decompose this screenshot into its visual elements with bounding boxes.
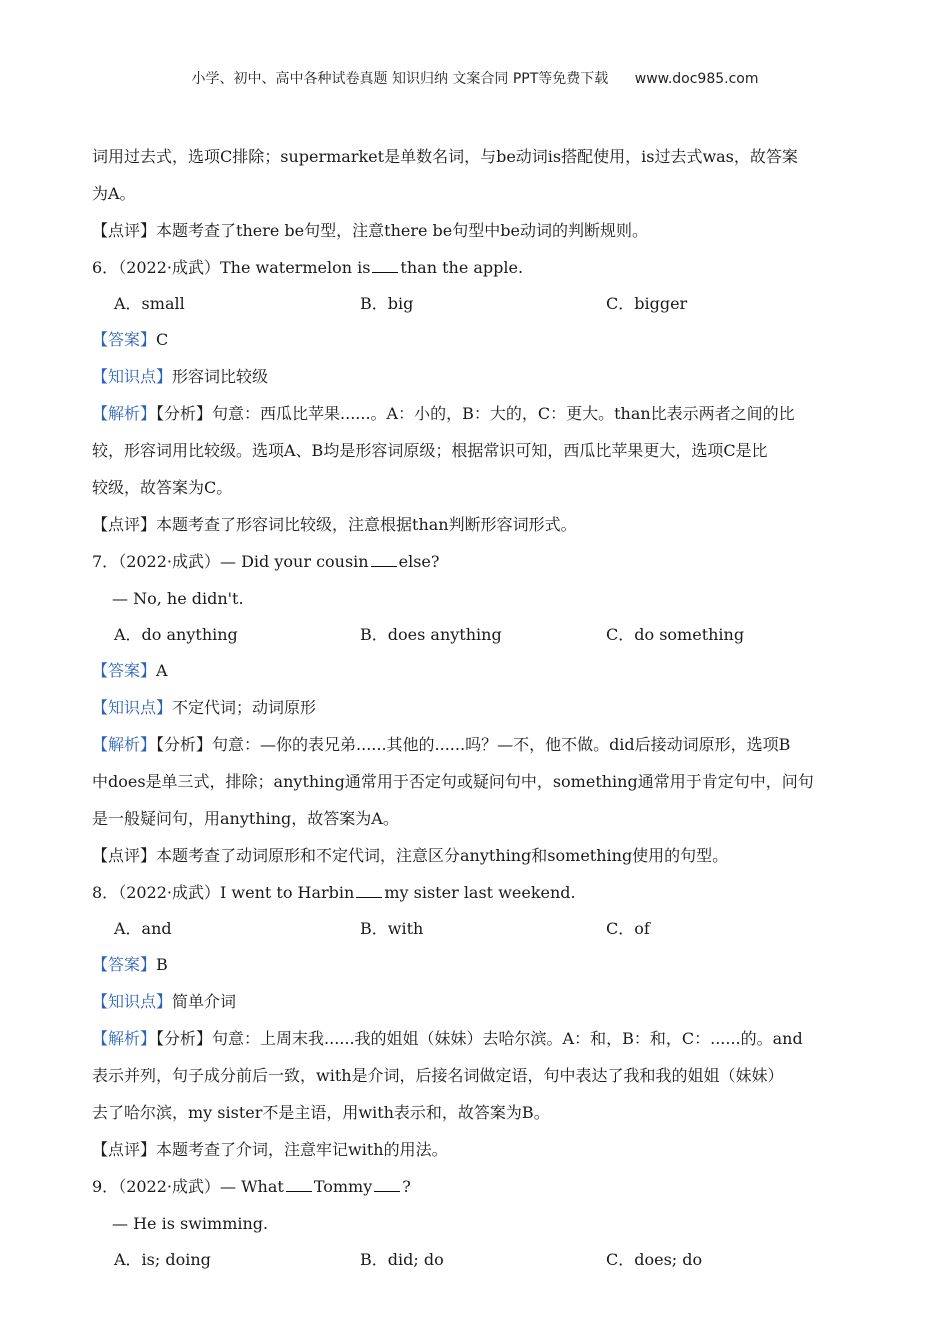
page-header xyxy=(0,68,950,88)
answer-blank xyxy=(374,1179,400,1192)
header-url[interactable]: www.doc985.com xyxy=(634,71,759,87)
question-7-answer xyxy=(92,652,852,689)
option-c: C．does; do xyxy=(606,1250,703,1269)
fenxi-label: 【分析】 xyxy=(156,735,213,754)
intro-comment xyxy=(92,212,852,249)
question-7-options xyxy=(92,617,852,652)
comment-label: 【点评】 xyxy=(92,846,157,865)
question-8-options xyxy=(92,911,852,946)
comment-label: 【点评】 xyxy=(92,221,157,240)
question-number: 7． xyxy=(92,552,119,571)
analysis-line-3: 较级，故答案为C。 xyxy=(92,478,233,497)
stem-part-b: my sister last weekend. xyxy=(384,883,576,902)
question-number: 6． xyxy=(92,258,119,277)
question-6-analysis xyxy=(92,395,852,506)
analysis-text: 句意：上周末我......我的姐姐（妹妹）去哈尔滨。A：和，B：和，C：......的。and xyxy=(212,1029,803,1048)
question-8-knowledge xyxy=(92,983,852,1020)
analysis-label: 【解析】 xyxy=(92,404,157,423)
question-source: （2022·成武） xyxy=(118,883,220,902)
question-number: 9． xyxy=(92,1177,119,1196)
comment-text: 本题考查了动词原形和不定代词，注意区分anything和something使用的句型。 xyxy=(156,846,729,865)
stem-part-mid: Tommy xyxy=(313,1177,373,1196)
question-6-stem xyxy=(92,249,852,286)
fenxi-label: 【分析】 xyxy=(156,404,213,423)
analysis-text: 句意：—你的表兄弟......其他的......吗？—不，他不做。did后接动词原形，选项B xyxy=(212,735,791,754)
answer-label: 【答案】 xyxy=(92,330,157,349)
stem-part-a: The watermelon is xyxy=(220,258,371,277)
comment-text: 本题考查了介词，注意牢记with的用法。 xyxy=(156,1140,448,1159)
answer-blank xyxy=(371,554,397,567)
question-8-analysis xyxy=(92,1020,852,1131)
stem-part-a: I went to Harbin xyxy=(220,883,355,902)
answer-blank xyxy=(356,885,382,898)
question-6-options xyxy=(92,286,852,321)
answer-label: 【答案】 xyxy=(92,955,157,974)
analysis-line-1 xyxy=(92,395,852,432)
option-c: C．bigger xyxy=(606,294,688,313)
question-9-options xyxy=(92,1242,852,1277)
comment-label: 【点评】 xyxy=(92,1140,157,1159)
option-b: B．with xyxy=(360,919,424,938)
intro-paragraph xyxy=(92,138,852,212)
option-b: B．does anything xyxy=(360,625,502,644)
document-body xyxy=(92,138,852,1277)
stem-part-b: ? xyxy=(402,1177,411,1196)
question-7-comment xyxy=(92,837,852,874)
knowledge-value: 形容词比较级 xyxy=(172,367,269,386)
question-number: 8． xyxy=(92,883,119,902)
answer-value: C xyxy=(156,330,169,349)
intro-line-2: 为A。 xyxy=(92,184,136,203)
knowledge-label: 【知识点】 xyxy=(92,367,173,386)
stem-part-a: — Did your cousin xyxy=(220,552,369,571)
analysis-line-1 xyxy=(92,1020,852,1057)
analysis-text: 句意：西瓜比苹果......。A：小的，B：大的，C：更大。than比表示两者之间的比 xyxy=(212,404,795,423)
question-8-stem xyxy=(92,874,852,911)
analysis-line-3: 去了哈尔滨，my sister不是主语，用with表示和，故答案为B。 xyxy=(92,1103,550,1122)
comment-text: 本题考查了there be句型，注意there be句型中be动词的判断规则。 xyxy=(156,221,648,240)
analysis-label: 【解析】 xyxy=(92,735,157,754)
analysis-line-3: 是一般疑问句，用anything，故答案为A。 xyxy=(92,809,399,828)
question-6-knowledge xyxy=(92,358,852,395)
option-b: B．did; do xyxy=(360,1250,444,1269)
option-a: A．is; doing xyxy=(114,1250,211,1269)
stem-part-b: than the apple. xyxy=(400,258,524,277)
question-source: （2022·成武） xyxy=(118,258,220,277)
answer-label: 【答案】 xyxy=(92,661,157,680)
question-7-analysis xyxy=(92,726,852,837)
knowledge-value: 简单介词 xyxy=(172,992,237,1011)
stem-part-a: — What xyxy=(220,1177,284,1196)
question-9-reply: — He is swimming. xyxy=(112,1214,269,1233)
option-b: B．big xyxy=(360,294,414,313)
option-c: C．do something xyxy=(606,625,745,644)
analysis-line-2: 表示并列，句子成分前后一致，with是介词，后接名词做定语，句中表达了我和我的姐姐（妹妹） xyxy=(92,1066,784,1085)
answer-value: B xyxy=(156,955,168,974)
question-source: （2022·成武） xyxy=(118,1177,220,1196)
option-a: A．do anything xyxy=(114,625,238,644)
analysis-label: 【解析】 xyxy=(92,1029,157,1048)
option-c: C．of xyxy=(606,919,650,938)
analysis-line-2: 较，形容词用比较级。选项A、B均是形容词原级；根据常识可知，西瓜比苹果更大，选项C是比 xyxy=(92,441,768,460)
analysis-line-1 xyxy=(92,726,852,763)
comment-text: 本题考查了形容词比较级，注意根据than判断形容词形式。 xyxy=(156,515,577,534)
question-9-stem xyxy=(92,1168,852,1205)
analysis-line-2: 中does是单三式，排除；anything通常用于否定句或疑问句中，something通常用于肯定句中，问句 xyxy=(92,772,814,791)
comment-label: 【点评】 xyxy=(92,515,157,534)
intro-line-1: 词用过去式，选项C排除；supermarket是单数名词，与be动词is搭配使用，is过去式was，故答案 xyxy=(92,147,798,166)
knowledge-label: 【知识点】 xyxy=(92,992,173,1011)
fenxi-label: 【分析】 xyxy=(156,1029,213,1048)
answer-blank xyxy=(286,1179,312,1192)
question-7-reply: — No, he didn't. xyxy=(112,589,244,608)
question-source: （2022·成武） xyxy=(118,552,220,571)
answer-value: A xyxy=(156,661,168,680)
question-8-answer xyxy=(92,946,852,983)
question-6-answer xyxy=(92,321,852,358)
question-7-knowledge xyxy=(92,689,852,726)
knowledge-label: 【知识点】 xyxy=(92,698,173,717)
stem-part-b: else? xyxy=(398,552,440,571)
question-7-stem xyxy=(92,543,852,580)
option-a: A．small xyxy=(114,294,185,313)
option-a: A．and xyxy=(114,919,172,938)
answer-blank xyxy=(372,260,398,273)
header-text: 小学、初中、高中各种试卷真题 知识归纳 文案合同 PPT等免费下载 xyxy=(191,71,609,87)
question-8-comment xyxy=(92,1131,852,1168)
knowledge-value: 不定代词；动词原形 xyxy=(172,698,317,717)
question-6-comment xyxy=(92,506,852,543)
